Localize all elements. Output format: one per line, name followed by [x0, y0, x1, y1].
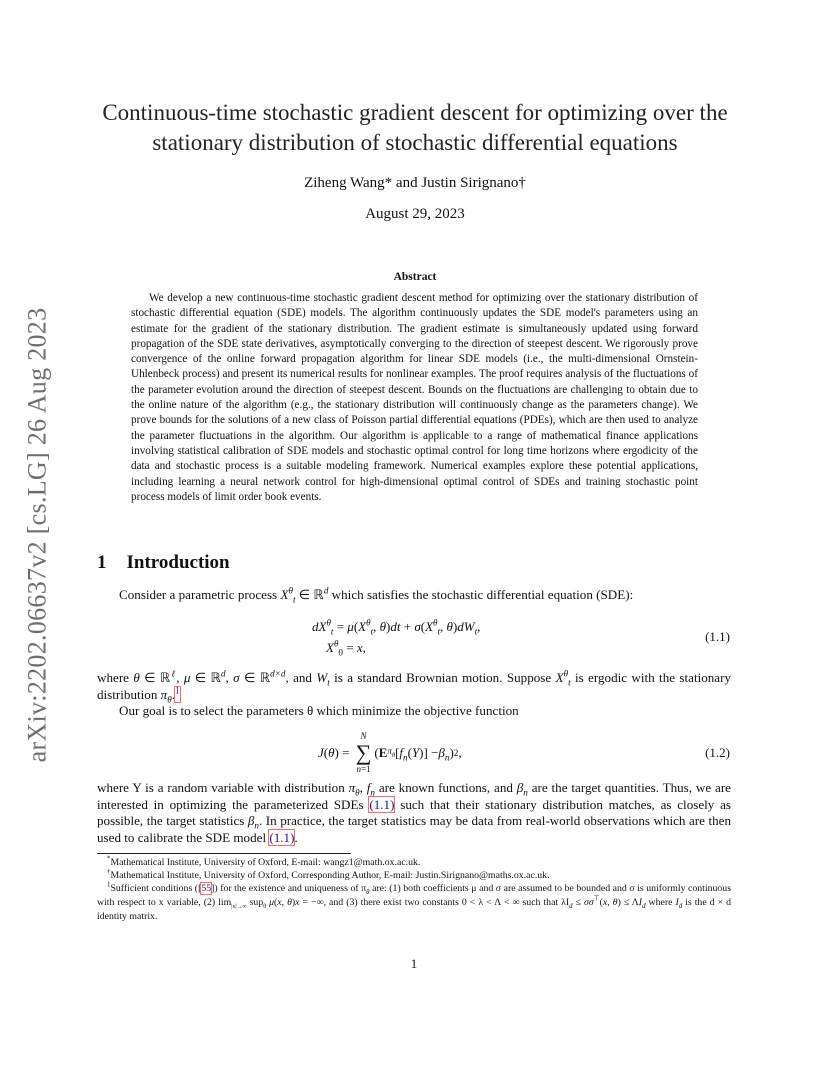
fn3-a: Sufficient conditions ([	[110, 883, 202, 894]
abstract-text: We develop a new continuous-time stochastic gradient descent method for optimizing over the stationary distribution of stochastic differential equation (SDE) models. The algorithm continuously updates the SDE model's parameters using an estimate for the gradient of the stationary distribution. The gradient estimate is simultaneously updated using forward propagation of the SDE state derivatives, asymptotically converging to the direction of steepest descent. We rigorously prove convergence of the online forward propagation algorithm for linear SDE models (i.e., the multi-dimensional Ornstein-Uhlenbeck process) and present its numerical results for nonlinear examples. The proof requires analysis of the fluctuations of the parameter evolution around the direction of steepest descent. Bounds on the fluctuations are challenging to obtain due to the online nature of the algorithm (e.g., the stationary distribution will continuously change as the parameters change). We prove bounds for the solutions of a new class of Poisson partial differential equations (PDEs), which are then used to analyze the parameter fluctuations in the algorithm. Our algorithm is applicable to a range of mathematical finance applications involving statistical calibration of SDE models and stochastic optimal control for long time horizons where ergodicity of the data and stochastic process is a suitable modeling framework. Numerical examples explore these potential applications, including learning a neural network control for high-dimensional optimal control of SDEs and training stochastic point process models of limit order book events.	[131, 292, 698, 503]
authors: Ziheng Wang* and Justin Sirignano†	[304, 175, 526, 191]
equation-1-1-label: (1.1)	[705, 629, 730, 644]
intro-paragraph-2: where θ ∈ ℝ$^\ell$, μ ∈ ℝ$^d$, σ ∈ ℝ$^{d\times d}$, and $W_t$ is a standard Brownian motion. Suppose $X^\theta_t$ is ergodic with the stationary distribution $\pi_\theta.^1$	[97, 668, 732, 705]
p4-d: such that their stationary distribution matches, as closely as possible, the target statistics	[97, 796, 731, 829]
fn2-text: Mathematical Institute, University of Oxford, Corresponding Author, E-mail: Justin.Sirignano@maths.ox.ac.uk.	[110, 870, 550, 881]
page-number: 1	[410, 956, 418, 971]
equation-1-2: J ( θ ) = N ∑ n=1 ( E $\pi_\theta$ [ $f_n$ ( Y )] − $\beta_n$ ) 2 ,	[318, 731, 462, 774]
footnote-2: †Mathematical Institute, University of Oxford, Corresponding Author, E-mail: Justin.Sirignano@maths.ox.ac.uk.	[107, 868, 550, 881]
p4-c: are the target quantities. Thus, we are interested in optimizing the parameterized SDEs	[97, 780, 731, 812]
p2-c: is a standard Brownian motion. Suppose	[334, 670, 552, 685]
p1-text: Consider a parametric process	[119, 587, 278, 602]
equation-ref-link[interactable]: (1.1)	[369, 796, 395, 812]
p2-a: where	[97, 670, 129, 685]
intro-paragraph-1: Consider a parametric process $X^\theta_t$ ∈ ℝ$^d$ which satisfies the stochastic differential equation (SDE):	[119, 585, 634, 605]
equation-1-1: $dX^\theta_t = \mu(X^\theta_t$, $\theta)dt + \sigma(X^\theta_t$, $\theta)dW_t$, $X^\theta_0 = x$,	[312, 617, 481, 658]
footnote-3: $^1$Sufficient conditions ([55]) for the existence and uniqueness of $\pi_\theta$ are: (1) both coefficients μ and σ are assumed to be bounded and σ is uniformly continuous with respect to x variable, (2) $\lim_{|x|\to\infty} sup_\theta$ μ(x, θ)x = −∞, and (3) there exist two constants 0 < λ < Λ < ∞ such that $\lambda I_d \le \sigma\sigma^⊤(x$, $\theta) \le \Lambda I_d$ where $I_d$ is the d × d identity matrix.	[97, 881, 732, 922]
section-heading	[97, 552, 230, 574]
fn3-e: is the d × d identity matrix.	[97, 897, 732, 922]
arxiv-id: arXiv:2202.06637v2 [cs.LG] 26 Aug 2023	[22, 307, 52, 763]
fn3-d: , and (3) there exist two constants 0 < λ < Λ < ∞ such that λI	[323, 897, 570, 908]
footnote-rule	[97, 853, 351, 854]
intro-paragraph-4: where Y is a random variable with distribution $\pi_\theta$, $f_n$ are known functions, and $\beta_n$ are the target quantities. Thus, we are interested in optimizing the parameterized SDEs (1.1) such that their stationary distribution matches, as closely as possible, the target statistics $\beta_n$. In practice, the target statistics may be data from real-world observations which are then used to calibrate the SDE model (1.1).	[97, 780, 731, 845]
p2-b: and	[293, 670, 312, 685]
title-line-2: stationary distribution of stochastic differential equations	[152, 130, 678, 155]
section-title: Introduction	[126, 552, 230, 573]
section-number: 1	[97, 552, 107, 573]
p4-e: . In practice, the target statistics may be data from real-world observations which are then used to calibrate the SDE model	[97, 813, 731, 845]
footnote-ref-1[interactable]: 1	[175, 687, 180, 702]
paper-title	[90, 98, 740, 158]
abstract-heading: Abstract	[393, 271, 437, 283]
fn3-c: are: (1) both coefficients μ and σ are assumed to be bounded and σ is uniformly continuous with respect to x variable, (2)	[97, 883, 732, 908]
equation-1-2-label: (1.2)	[705, 745, 730, 760]
date: August 29, 2023	[365, 206, 465, 222]
footnote-1: *Mathematical Institute, University of Oxford, E-mail: wangz1@math.ox.ac.uk.	[107, 855, 421, 868]
intro-paragraph-3: Our goal is to select the parameters θ which minimize the objective function	[119, 703, 519, 718]
fn1-text: Mathematical Institute, University of Oxford, E-mail: wangz1@math.ox.ac.uk.	[110, 857, 421, 868]
p2-d: is ergodic with the stationary distribution	[97, 670, 732, 702]
title-line-1: Continuous-time stochastic gradient descent for optimizing over the	[102, 100, 728, 125]
p4-a: where Y is a random variable with distribution	[97, 780, 345, 795]
p1-tail: which satisfies the stochastic differential equation (SDE):	[331, 587, 634, 602]
p4-b: are known functions, and	[378, 780, 513, 795]
citation-55-link[interactable]: 55	[201, 883, 212, 894]
fn3-b: ]) for the existence and uniqueness of π	[211, 883, 367, 894]
arxiv-sidebar	[22, 307, 52, 763]
equation-ref-link-2[interactable]: (1.1)	[269, 829, 295, 845]
